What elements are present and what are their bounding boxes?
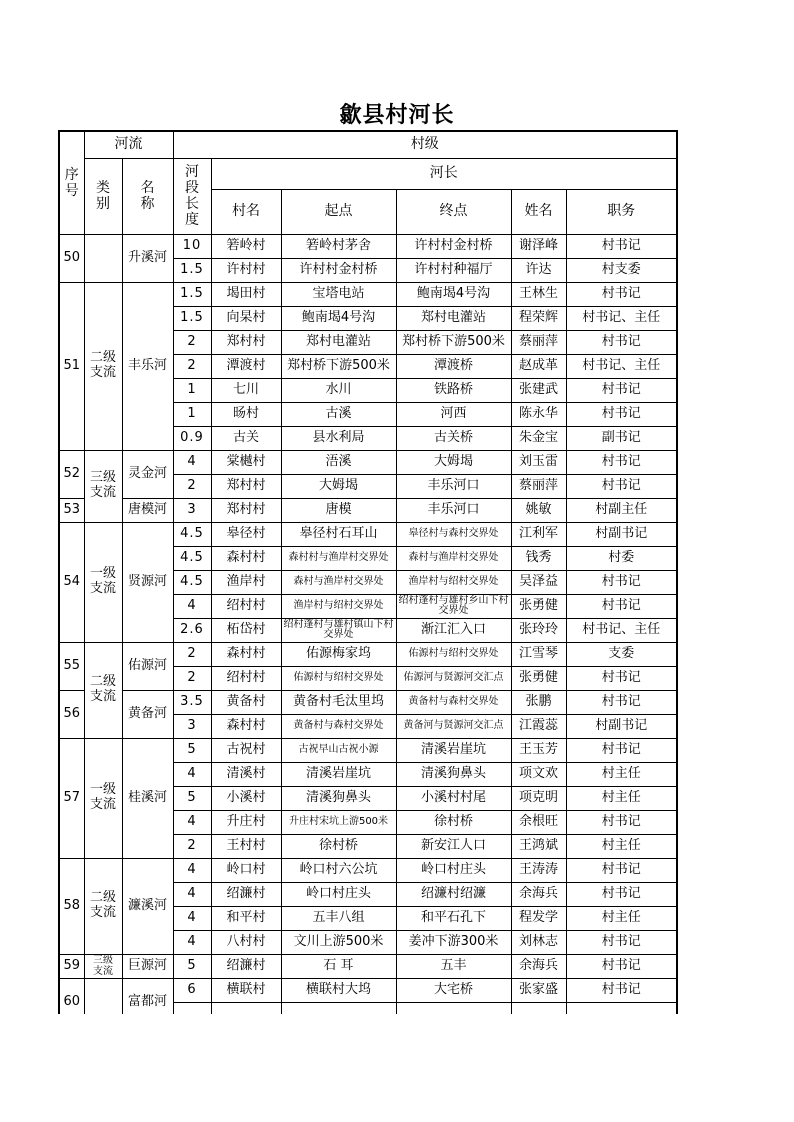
cell-start: 浯溪 — [281, 450, 396, 474]
cell-village: 森村村 — [211, 714, 281, 738]
header-name: 名称 — [122, 158, 173, 234]
table-row — [59, 234, 677, 258]
cell-start: 鲍南堨4号沟 — [281, 306, 396, 330]
cell-start: 横联村大坞 — [281, 978, 396, 1002]
cell-person: 刘林志 — [511, 930, 566, 954]
cell-person: 钱秀 — [511, 546, 566, 570]
cell-length: 4 — [173, 882, 211, 906]
cell-end: 绍村蓬村与雄村乡山下村交界处 — [396, 594, 511, 618]
cell-role: 村书记 — [566, 474, 677, 498]
table-row — [59, 642, 677, 666]
cell-village: 王村村 — [211, 834, 281, 858]
cell-length: 4.5 — [173, 522, 211, 546]
cell-length: 2 — [173, 666, 211, 690]
cell-village: 黄备村 — [211, 690, 281, 714]
cell-length: 3 — [173, 498, 211, 522]
cell-end: 佑源村与绍村交界处 — [396, 642, 511, 666]
cell-role: 村书记 — [566, 594, 677, 618]
cell-river-name: 桂溪河 — [122, 738, 173, 858]
cell-river-name: 巨源河 — [122, 954, 173, 978]
cell-seq: 54 — [59, 522, 84, 642]
cell-person: 余根旺 — [511, 810, 566, 834]
table-body — [59, 234, 677, 1014]
cell-person: 张勇健 — [511, 666, 566, 690]
cell-village: 柘岱村 — [211, 618, 281, 642]
table-viewport — [58, 130, 678, 1014]
cell-village: 横联村 — [211, 978, 281, 1002]
cell-start: 宝塔电站 — [281, 282, 396, 306]
cell-person: 王林生 — [511, 282, 566, 306]
cell-village: 堨田村 — [211, 282, 281, 306]
cell-start: 古溪 — [281, 402, 396, 426]
cell-length: 3.5 — [173, 690, 211, 714]
cell-role: 村书记 — [566, 450, 677, 474]
cell-length: 4 — [173, 930, 211, 954]
cell-end: 清溪狗鼻头 — [396, 762, 511, 786]
cell-end: 丰乐河口 — [396, 498, 511, 522]
cell-person: 赵成革 — [511, 354, 566, 378]
cell-village: 潭渡村 — [211, 354, 281, 378]
cell-length: 4 — [173, 450, 211, 474]
cell-person: 许达 — [511, 258, 566, 282]
cell-length: 2 — [173, 642, 211, 666]
cell-end: 郑村桥下游500米 — [396, 330, 511, 354]
cell-village: 箬岭村 — [211, 234, 281, 258]
cell-person: 项文欢 — [511, 762, 566, 786]
cell-person: 张建武 — [511, 378, 566, 402]
cell-village: 许村村 — [211, 258, 281, 282]
cell-end: 小溪村村尾 — [396, 786, 511, 810]
cell-start: 许村村金村桥 — [281, 258, 396, 282]
cell-role: 村主任 — [566, 786, 677, 810]
cell-role: 村书记 — [566, 978, 677, 1002]
table-row — [59, 978, 677, 1002]
cell-village: 旸村 — [211, 402, 281, 426]
table-row — [59, 690, 677, 714]
cell-end: 绍濂村绍濂 — [396, 882, 511, 906]
cell-start: 古祝早山古祝小源 — [281, 738, 396, 762]
cell-end: 丰乐河口 — [396, 474, 511, 498]
cell-start: 石 耳 — [281, 954, 396, 978]
cell-role: 村书记 — [566, 330, 677, 354]
cell-role: 村书记 — [566, 282, 677, 306]
cell-river-name: 富都河 — [122, 978, 173, 1014]
cell-role — [566, 1002, 677, 1014]
cell-length: 4 — [173, 594, 211, 618]
cell-person: 王涛涛 — [511, 858, 566, 882]
cell-length: 2 — [173, 834, 211, 858]
cell-end: 新安江人口 — [396, 834, 511, 858]
cell-river-name: 佑源河 — [122, 642, 173, 690]
cell-length: 4.5 — [173, 546, 211, 570]
cell-start: 黄备村毛汰里坞 — [281, 690, 396, 714]
cell-seq: 50 — [59, 234, 84, 282]
cell-person: 姚敏 — [511, 498, 566, 522]
cell-role: 村书记 — [566, 954, 677, 978]
table-row — [59, 522, 677, 546]
cell-length: 1 — [173, 402, 211, 426]
cell-role: 村书记 — [566, 738, 677, 762]
cell-seq: 60 — [59, 978, 84, 1014]
header-village-level: 村级 — [173, 131, 677, 158]
cell-length: 1.5 — [173, 258, 211, 282]
cell-role: 村书记 — [566, 810, 677, 834]
cell-category: 三级支流 — [84, 450, 122, 522]
cell-start: 文川上游500米 — [281, 930, 396, 954]
cell-category: 二级支流 — [84, 282, 122, 450]
cell-river-name: 贤源河 — [122, 522, 173, 642]
cell-village: 皋径村 — [211, 522, 281, 546]
cell-start: 黄备村与森村交界处 — [281, 714, 396, 738]
cell-end: 岭口村庄头 — [396, 858, 511, 882]
cell-role: 村主任 — [566, 906, 677, 930]
table-row — [59, 858, 677, 882]
cell-village: 郑村村 — [211, 330, 281, 354]
cell-start: 清溪狗鼻头 — [281, 786, 396, 810]
header-category: 类别 — [84, 158, 122, 234]
cell-role: 副书记 — [566, 426, 677, 450]
cell-village: 绍濂村 — [211, 954, 281, 978]
cell-length: 4.5 — [173, 570, 211, 594]
cell-seq: 57 — [59, 738, 84, 858]
cell-person: 江霞蕊 — [511, 714, 566, 738]
cell-village: 古祝村 — [211, 738, 281, 762]
cell-person: 张勇健 — [511, 594, 566, 618]
cell-village: 和平村 — [211, 906, 281, 930]
cell-start: 岭口村庄头 — [281, 882, 396, 906]
cell-village: 森村村 — [211, 546, 281, 570]
cell-category: 二级支流 — [84, 858, 122, 954]
cell-end: 古关桥 — [396, 426, 511, 450]
cell-person: 张玲玲 — [511, 618, 566, 642]
header-river-chief: 河长 — [211, 158, 677, 189]
cell-person: 谢泽峰 — [511, 234, 566, 258]
cell-role: 村委 — [566, 546, 677, 570]
cell-village: 八村村 — [211, 930, 281, 954]
cell-village: 绍村村 — [211, 666, 281, 690]
table-row — [59, 738, 677, 762]
cell-end: 大姆堨 — [396, 450, 511, 474]
cell-village: 森村村 — [211, 642, 281, 666]
cell-length: 5 — [173, 786, 211, 810]
cell-end: 潭渡桥 — [396, 354, 511, 378]
cell-start: 郑村电灌站 — [281, 330, 396, 354]
cell-person: 江利军 — [511, 522, 566, 546]
cell-start: 佑源村与绍村交界处 — [281, 666, 396, 690]
cell-end: 许村村金村桥 — [396, 234, 511, 258]
cell-category — [84, 978, 122, 1014]
cell-role: 村主任 — [566, 762, 677, 786]
page-title: 歙县村河长 — [339, 103, 455, 128]
cell-role: 村书记 — [566, 930, 677, 954]
cell-length: 4 — [173, 906, 211, 930]
cell-category: 一级支流 — [84, 738, 122, 858]
cell-start: 五丰八组 — [281, 906, 396, 930]
cell-length: 6 — [173, 978, 211, 1002]
cell-role: 村书记 — [566, 378, 677, 402]
cell-person: 余海兵 — [511, 954, 566, 978]
cell-start: 绍村蓬村与雄村镇山下村交界处 — [281, 618, 396, 642]
cell-person: 项克明 — [511, 786, 566, 810]
cell-seq: 56 — [59, 690, 84, 738]
cell-end — [396, 1002, 511, 1014]
cell-length: 1.5 — [173, 306, 211, 330]
cell-village: 古关 — [211, 426, 281, 450]
cell-role: 村主任 — [566, 834, 677, 858]
cell-river-name: 升溪河 — [122, 234, 173, 282]
header-person-name: 姓名 — [511, 189, 566, 234]
cell-length: 5 — [173, 954, 211, 978]
cell-role: 支委 — [566, 642, 677, 666]
cell-person: 程荣辉 — [511, 306, 566, 330]
cell-role: 村副主任 — [566, 498, 677, 522]
cell-role: 村支委 — [566, 258, 677, 282]
cell-river-name: 濂溪河 — [122, 858, 173, 954]
cell-start: 水川 — [281, 378, 396, 402]
cell-length — [173, 1002, 211, 1014]
cell-role: 村书记、主任 — [566, 618, 677, 642]
cell-start: 森村村与渔岸村交界处 — [281, 546, 396, 570]
cell-end: 和平石孔下 — [396, 906, 511, 930]
cell-person: 程发学 — [511, 906, 566, 930]
cell-village: 清溪村 — [211, 762, 281, 786]
cell-end: 皋径村与森村交界处 — [396, 522, 511, 546]
cell-end: 五丰 — [396, 954, 511, 978]
cell-length: 0.9 — [173, 426, 211, 450]
cell-category: 一级支流 — [84, 522, 122, 642]
cell-river-name: 黄备河 — [122, 690, 173, 738]
cell-seq: 51 — [59, 282, 84, 450]
cell-length: 2 — [173, 474, 211, 498]
cell-river-name: 灵金河 — [122, 450, 173, 498]
cell-start: 郑村桥下游500米 — [281, 354, 396, 378]
cell-village: 小溪村 — [211, 786, 281, 810]
header-village-name: 村名 — [211, 189, 281, 234]
cell-start: 皋径村石耳山 — [281, 522, 396, 546]
cell-start: 唐模 — [281, 498, 396, 522]
cell-role: 村书记 — [566, 570, 677, 594]
cell-length: 4 — [173, 762, 211, 786]
cell-person: 陈永华 — [511, 402, 566, 426]
cell-role: 村书记 — [566, 690, 677, 714]
cell-length: 2.6 — [173, 618, 211, 642]
cell-start: 渔岸村与绍村交界处 — [281, 594, 396, 618]
cell-person: 王鸿斌 — [511, 834, 566, 858]
cell-role: 村副书记 — [566, 714, 677, 738]
river-chief-table — [58, 130, 678, 1014]
cell-category: 二级支流 — [84, 642, 122, 738]
cell-end: 森村与渔岸村交界处 — [396, 546, 511, 570]
cell-start: 森村与渔岸村交界处 — [281, 570, 396, 594]
cell-village: 绍濂村 — [211, 882, 281, 906]
header-river: 河流 — [84, 131, 173, 158]
cell-seq: 53 — [59, 498, 84, 522]
cell-person: 刘玉雷 — [511, 450, 566, 474]
cell-seq: 58 — [59, 858, 84, 954]
cell-start — [281, 1002, 396, 1014]
cell-end: 铁路桥 — [396, 378, 511, 402]
cell-village: 升庄村 — [211, 810, 281, 834]
cell-village: 七川 — [211, 378, 281, 402]
cell-role: 村副书记 — [566, 522, 677, 546]
cell-person: 张鹏 — [511, 690, 566, 714]
cell-category: 三级支流 — [84, 954, 122, 978]
cell-category — [84, 234, 122, 282]
cell-length: 3 — [173, 714, 211, 738]
cell-person: 蔡丽萍 — [511, 330, 566, 354]
cell-person: 王玉芳 — [511, 738, 566, 762]
cell-person — [511, 1002, 566, 1014]
cell-village: 向杲村 — [211, 306, 281, 330]
cell-length: 5 — [173, 738, 211, 762]
cell-length: 10 — [173, 234, 211, 258]
cell-person: 吴泽益 — [511, 570, 566, 594]
cell-start: 县水利局 — [281, 426, 396, 450]
cell-person: 江雪琴 — [511, 642, 566, 666]
cell-village: 岭口村 — [211, 858, 281, 882]
cell-village — [211, 1002, 281, 1014]
cell-end: 徐村桥 — [396, 810, 511, 834]
cell-role: 村书记 — [566, 666, 677, 690]
cell-end: 鲍南堨4号沟 — [396, 282, 511, 306]
table-row — [59, 498, 677, 522]
cell-end: 河西 — [396, 402, 511, 426]
table-row — [59, 282, 677, 306]
header-position: 职务 — [566, 189, 677, 234]
cell-role: 村书记、主任 — [566, 354, 677, 378]
cell-length: 1.5 — [173, 282, 211, 306]
cell-seq: 55 — [59, 642, 84, 690]
cell-end: 佑源河与贤源河交汇点 — [396, 666, 511, 690]
cell-start: 岭口村六公坑 — [281, 858, 396, 882]
header-segment-length: 河段长度 — [173, 158, 211, 234]
cell-village: 渔岸村 — [211, 570, 281, 594]
cell-start: 清溪岩崖坑 — [281, 762, 396, 786]
cell-village: 郑村村 — [211, 474, 281, 498]
cell-role: 村书记 — [566, 402, 677, 426]
cell-person: 余海兵 — [511, 882, 566, 906]
cell-seq: 52 — [59, 450, 84, 498]
cell-end: 郑村电灌站 — [396, 306, 511, 330]
cell-end: 渐江汇入口 — [396, 618, 511, 642]
cell-role: 村书记 — [566, 234, 677, 258]
cell-length: 4 — [173, 810, 211, 834]
cell-start: 箬岭村茅舍 — [281, 234, 396, 258]
table-row — [59, 954, 677, 978]
table-row — [59, 450, 677, 474]
cell-person: 朱金宝 — [511, 426, 566, 450]
cell-length: 2 — [173, 354, 211, 378]
cell-person: 蔡丽萍 — [511, 474, 566, 498]
cell-length: 2 — [173, 330, 211, 354]
cell-end: 大宅桥 — [396, 978, 511, 1002]
header-end: 终点 — [396, 189, 511, 234]
cell-village: 棠樾村 — [211, 450, 281, 474]
cell-role: 村书记 — [566, 858, 677, 882]
cell-length: 1 — [173, 378, 211, 402]
cell-start: 大姆堨 — [281, 474, 396, 498]
cell-end: 黄备河与贤源河交汇点 — [396, 714, 511, 738]
cell-role: 村书记、主任 — [566, 306, 677, 330]
cell-start: 佑源梅家坞 — [281, 642, 396, 666]
cell-river-name: 丰乐河 — [122, 282, 173, 450]
cell-start: 徐村桥 — [281, 834, 396, 858]
cell-river-name: 唐模河 — [122, 498, 173, 522]
cell-role: 村书记 — [566, 882, 677, 906]
cell-village: 郑村村 — [211, 498, 281, 522]
cell-length: 4 — [173, 858, 211, 882]
cell-end: 许村村种福厅 — [396, 258, 511, 282]
cell-seq: 59 — [59, 954, 84, 978]
header-start: 起点 — [281, 189, 396, 234]
cell-village: 绍村村 — [211, 594, 281, 618]
cell-end: 姜冲下游300米 — [396, 930, 511, 954]
cell-start: 升庄村宋坑上游500米 — [281, 810, 396, 834]
header-seq: 序号 — [59, 131, 84, 234]
cell-end: 渔岸村与绍村交界处 — [396, 570, 511, 594]
cell-person: 张家盛 — [511, 978, 566, 1002]
cell-end: 清溪岩崖坑 — [396, 738, 511, 762]
cell-end: 黄备村与森村交界处 — [396, 690, 511, 714]
